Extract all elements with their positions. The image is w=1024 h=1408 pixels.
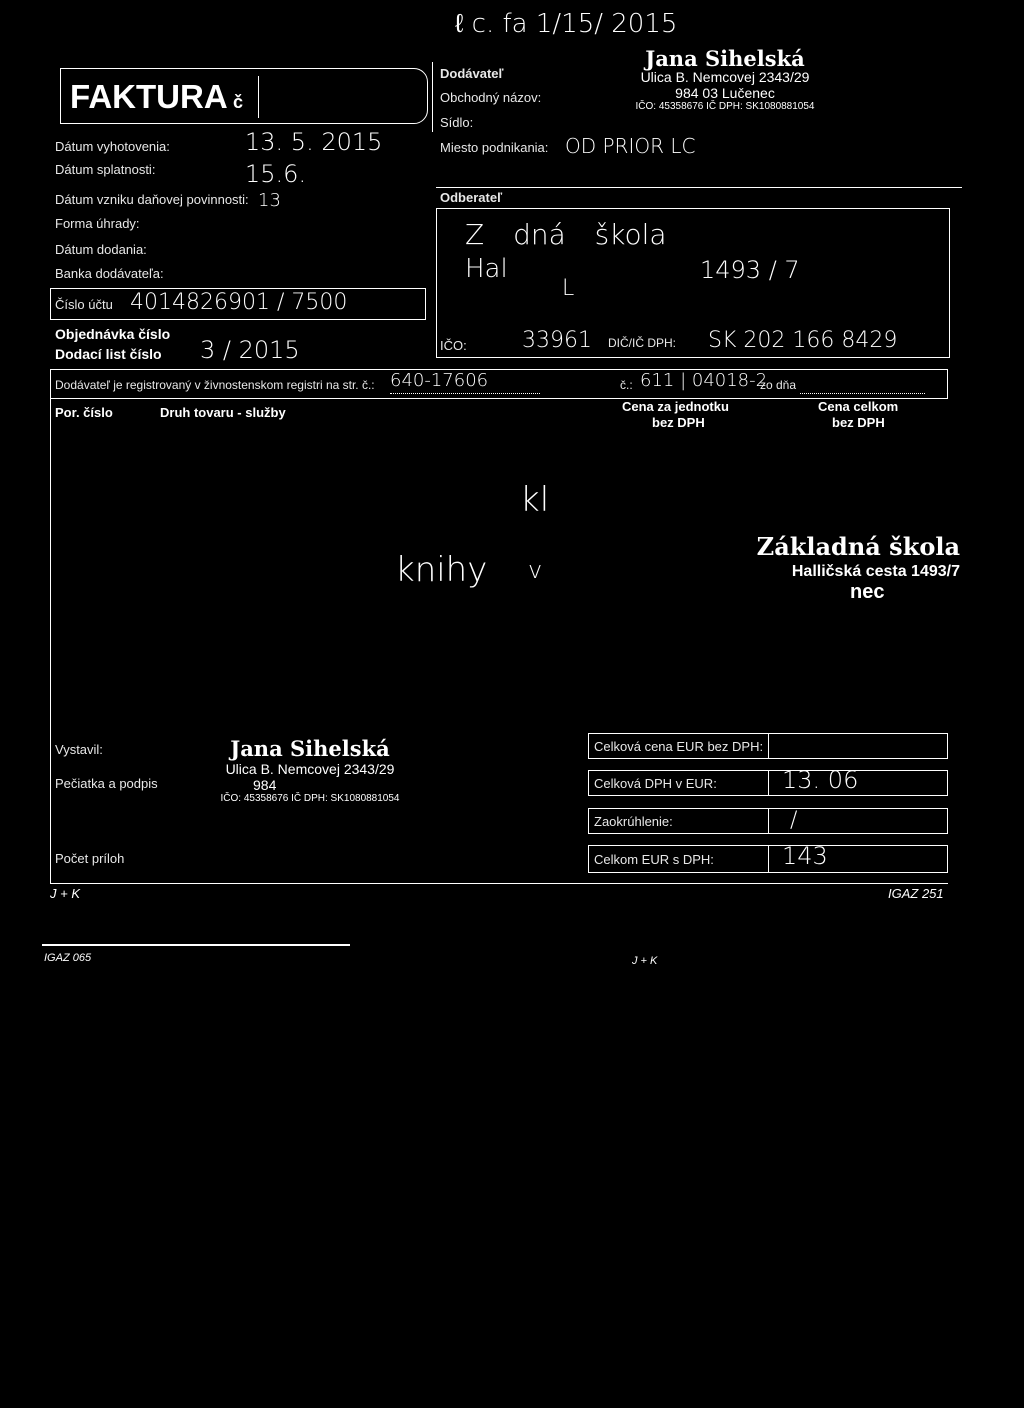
customer-top-rule bbox=[436, 187, 962, 188]
supplier-stamp-name: Jana Sihelská bbox=[645, 46, 805, 71]
issued-by-label: Vystavil: bbox=[55, 742, 103, 757]
issue-date-label: Dátum vyhotovenia: bbox=[55, 139, 170, 154]
school-stamp-line2: Halličská cesta 1493/7 bbox=[791, 563, 960, 580]
business-name-label: Obchodný názov: bbox=[440, 90, 542, 105]
item-handwriting-2: knihy bbox=[395, 550, 488, 590]
issuer-stamp bbox=[195, 736, 425, 804]
issuer-stamp-street: Ulica B. Nemcovej 2343/29 bbox=[225, 761, 395, 777]
issuer-stamp-city: 984 bbox=[253, 777, 277, 793]
invoice-title: FAKTURA bbox=[70, 78, 228, 115]
registration-dots1 bbox=[390, 393, 540, 394]
total-gross-label: Celkom EUR s DPH: bbox=[594, 852, 714, 867]
account-value: 4014826901 / 7500 bbox=[130, 290, 348, 315]
customer-dic-value: SK 202 166 8429 bbox=[708, 328, 898, 353]
customer-ico-value: 33961 bbox=[522, 328, 592, 353]
supplier-left-rule bbox=[432, 62, 433, 132]
total-vat-divider bbox=[768, 770, 769, 796]
due-date-label: Dátum splatnosti: bbox=[55, 162, 156, 177]
bottom-strip-rule bbox=[42, 944, 350, 946]
footer-right-code: IGAZ 251 bbox=[888, 886, 944, 901]
supplier-bank-label: Banka dodávateľa: bbox=[55, 266, 164, 281]
bottom-left-code: IGAZ 065 bbox=[44, 952, 92, 964]
registration-text: Dodávateľ je registrovaný v živnostenskom registri na str. č.: bbox=[55, 378, 375, 392]
invoice-number-prefix: č bbox=[233, 92, 244, 112]
registration-value1: 640-17606 bbox=[390, 370, 489, 391]
school-stamp bbox=[740, 532, 960, 604]
footer-left-code: J + K bbox=[50, 886, 80, 901]
customer-ico-label: IČO: bbox=[440, 338, 467, 353]
stamp-signature-label: Pečiatka a podpis bbox=[55, 776, 158, 791]
customer-line1: Z dná škola bbox=[465, 218, 667, 251]
delivery-note-value: 3 / 2015 bbox=[200, 336, 300, 364]
items-col-total-sub: bez DPH bbox=[832, 415, 885, 430]
payment-form-label: Forma úhrady: bbox=[55, 216, 140, 231]
due-date-value: 15.6. bbox=[245, 160, 307, 188]
total-net-label: Celková cena EUR bez DPH: bbox=[594, 739, 764, 754]
issuer-stamp-name: Jana Sihelská bbox=[230, 736, 390, 761]
seat-label: Sídlo: bbox=[440, 115, 474, 130]
order-label: Objednávka číslo bbox=[55, 326, 171, 342]
supplier-stamp-street: Ulica B. Nemcovej 2343/29 bbox=[640, 69, 810, 85]
customer-line2-number: 1493 / 7 bbox=[700, 256, 800, 284]
place-value: OD PRIOR LC bbox=[565, 134, 696, 158]
items-left-rule bbox=[50, 399, 51, 883]
rounding-value: / bbox=[790, 808, 798, 833]
item-handwriting-3: v bbox=[528, 556, 543, 584]
items-col-unit-price: Cena za jednotku bbox=[622, 399, 729, 414]
delivery-date-label: Dátum dodania: bbox=[55, 242, 147, 257]
total-gross-value: 143 bbox=[782, 842, 828, 870]
rounding-label: Zaokrúhlenie: bbox=[594, 814, 673, 829]
total-vat-value: 13. 06 bbox=[782, 766, 859, 794]
customer-dic-label: DIČ/IČ DPH: bbox=[608, 336, 677, 350]
total-vat-label: Celková DPH v EUR: bbox=[594, 776, 717, 791]
attachments-label: Počet príloh bbox=[55, 851, 125, 866]
registration-c-label: č.: bbox=[620, 378, 633, 392]
issuer-stamp-ids: IČO: 45358676 IČ DPH: SK1080881054 bbox=[220, 793, 400, 804]
item-handwriting-1: kl bbox=[520, 480, 550, 520]
items-col-goods: Druh tovaru - služby bbox=[160, 405, 286, 420]
issue-date-value: 13. 5. 2015 bbox=[245, 128, 383, 156]
place-label: Miesto podnikania: bbox=[440, 140, 549, 155]
rounding-divider bbox=[768, 808, 769, 834]
tax-date-label: Dátum vzniku daňovej povinnosti: bbox=[55, 192, 249, 207]
total-net-divider bbox=[768, 733, 769, 759]
items-col-unit-price-sub: bez DPH bbox=[652, 415, 705, 430]
tax-date-value: 13 bbox=[258, 190, 281, 211]
supplier-stamp bbox=[595, 46, 855, 112]
customer-line3: L bbox=[562, 276, 575, 301]
school-stamp-line1: Základná škola bbox=[756, 532, 960, 561]
school-stamp-line3: nec bbox=[850, 581, 885, 603]
registration-value2: 611 | 04018-2 bbox=[640, 370, 768, 391]
supplier-stamp-city: 984 03 Lučenec bbox=[675, 85, 775, 101]
customer-line2: Hal bbox=[465, 254, 508, 284]
account-label: Číslo účtu bbox=[55, 297, 113, 312]
total-gross-divider bbox=[768, 845, 769, 873]
registration-date-label: zo dňa bbox=[760, 378, 797, 392]
top-handwritten-note: ℓ c. fa 1/15/ 2015 bbox=[455, 9, 678, 39]
customer-heading: Odberateľ bbox=[440, 190, 503, 205]
title-divider bbox=[258, 76, 259, 118]
supplier-stamp-ids: IČO: 45358676 IČ DPH: SK1080881054 bbox=[635, 101, 815, 112]
delivery-note-label: Dodací list číslo bbox=[55, 346, 162, 362]
supplier-heading: Dodávateľ bbox=[440, 66, 504, 81]
footer-bottom-rule bbox=[50, 883, 948, 884]
items-col-no: Por. číslo bbox=[55, 405, 113, 420]
items-col-total: Cena celkom bbox=[818, 399, 899, 414]
bottom-mid-code: J + K bbox=[632, 955, 658, 967]
registration-dots2 bbox=[800, 393, 925, 394]
